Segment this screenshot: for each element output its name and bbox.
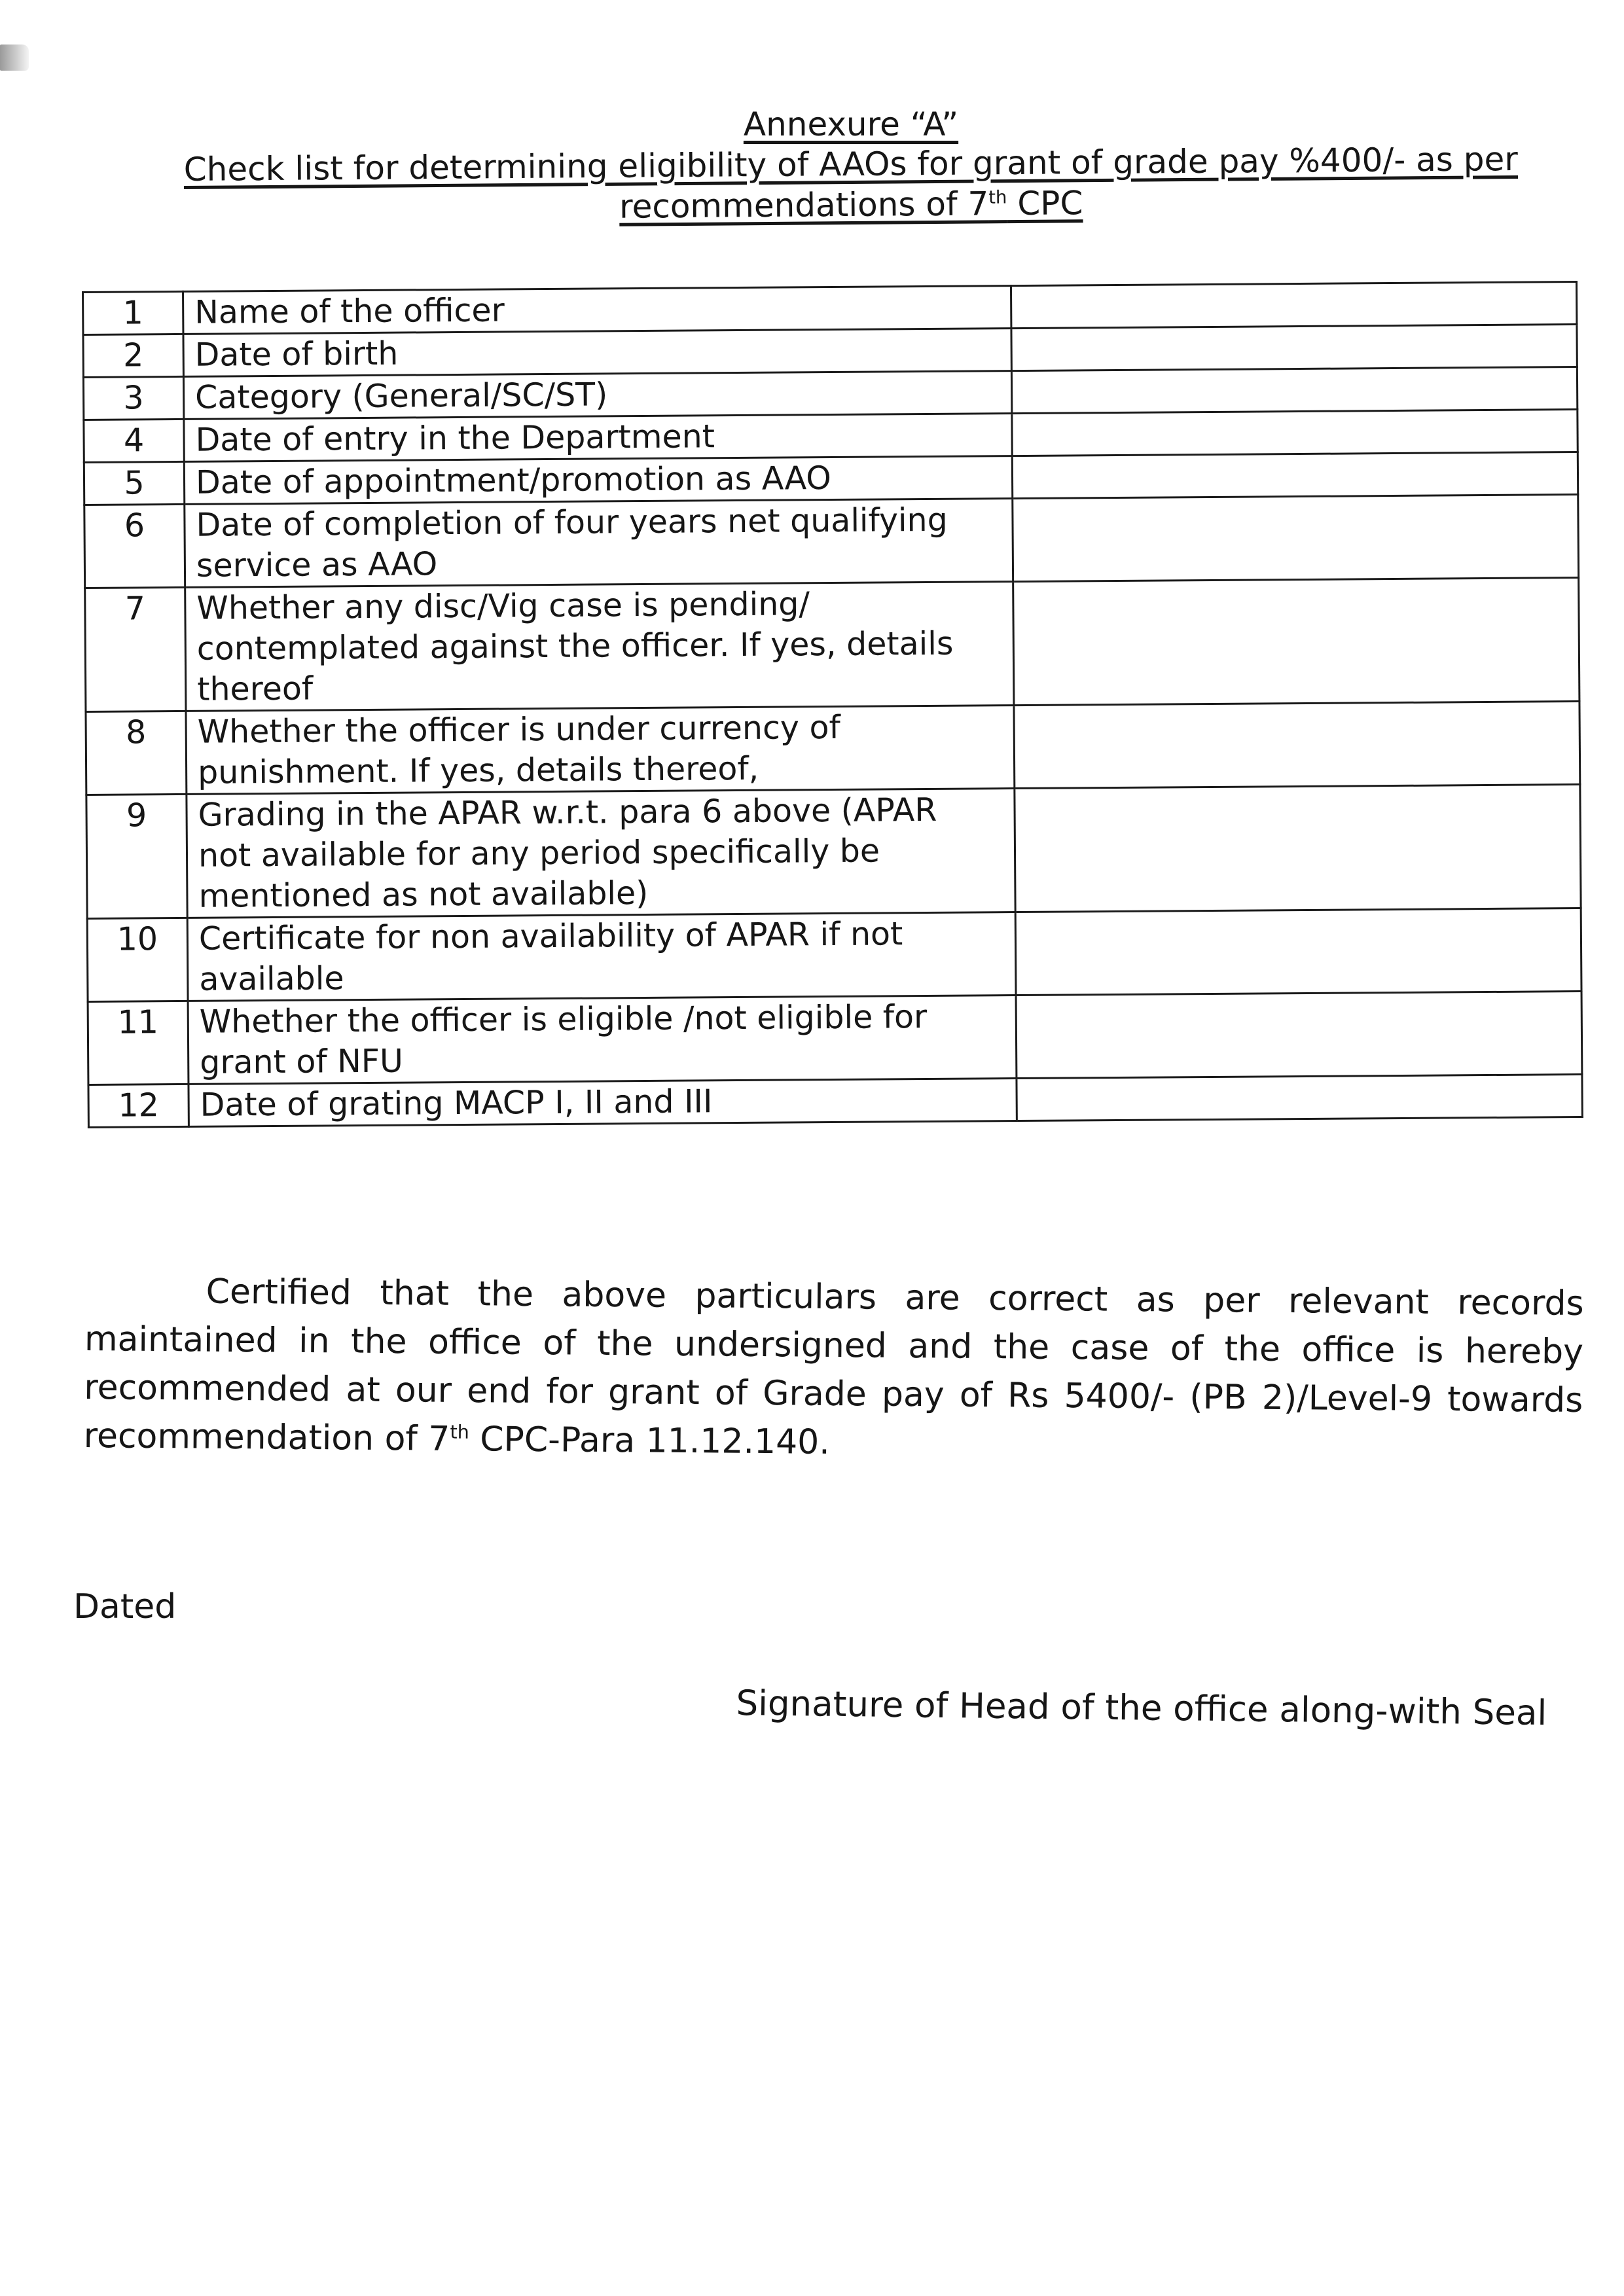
- particular-line: contemplated against the officer. If yes, details: [196, 624, 954, 668]
- title-line-1: Check list for determining eligibility of AAOs for grant of grade pay %400/- as per: [183, 139, 1519, 189]
- particular-line: Whether the officer is eligible /not eligible for: [199, 998, 928, 1041]
- certificate-paragraph: [83, 1266, 1583, 1473]
- particular-cell: [187, 789, 1015, 918]
- dated-label: Dated: [73, 1587, 177, 1626]
- serial-number: 4: [84, 419, 184, 462]
- particular-cell: [186, 706, 1015, 795]
- value-cell: [1014, 702, 1580, 789]
- serial-number: 11: [88, 1001, 189, 1085]
- particular-cell: [185, 582, 1014, 711]
- particular-line: Whether the officer is under currency of: [197, 708, 840, 751]
- particular-cell: [183, 371, 1011, 420]
- serial-number: 10: [87, 918, 188, 1001]
- value-cell: [1012, 452, 1578, 499]
- serial-number: 5: [84, 461, 184, 505]
- particular-line: Certificate for non availability of APAR if not: [198, 915, 903, 958]
- particular-line: Date of grating MACP I, II and III: [200, 1083, 713, 1124]
- serial-number: 6: [84, 504, 185, 588]
- particular-cell: [185, 499, 1013, 588]
- value-cell: [1016, 992, 1582, 1079]
- certificate-text: Certified that the above particulars are correct as per relevant records maintained in the office of the undersigned and the case of the office is hereby recommended at our end for grant of Grade pay of Rs 5400/- (PB 2)/Level-9 towards recommendation of 7: [83, 1272, 1584, 1459]
- particular-line: Date of completion of four years net qualifying: [196, 501, 948, 544]
- particular-line: Date of appointment/promotion as AAO: [195, 459, 832, 501]
- particular-cell: [187, 912, 1016, 1001]
- particular-cell: [183, 329, 1011, 377]
- title-line-2-tail: CPC: [1007, 184, 1083, 223]
- serial-number: 3: [83, 376, 183, 420]
- serial-number: 12: [88, 1084, 189, 1127]
- value-cell: [1011, 282, 1576, 329]
- particular-line: service as AAO: [196, 545, 438, 584]
- value-cell: [1013, 578, 1579, 706]
- value-cell: [1012, 410, 1578, 456]
- certificate-text-tail: CPC-Para 11.12.140.: [469, 1420, 831, 1462]
- checklist-row: [87, 908, 1581, 1002]
- checklist-row: [88, 992, 1582, 1085]
- value-cell: [1017, 1075, 1582, 1121]
- particular-cell: [188, 996, 1017, 1085]
- particular-line: thereof: [197, 670, 314, 708]
- checklist-row: [86, 702, 1580, 795]
- particular-line: mentioned as not available): [198, 874, 649, 915]
- serial-number: 8: [86, 711, 187, 795]
- title-superscript: th: [988, 187, 1007, 208]
- particular-line: grant of NFU: [200, 1042, 404, 1081]
- title-line-2-text: recommendations of 7: [619, 185, 989, 226]
- value-cell: [1015, 785, 1581, 912]
- particular-cell: [184, 456, 1012, 505]
- checklist-row: [86, 785, 1581, 919]
- value-cell: [1013, 495, 1579, 582]
- document-header: [164, 105, 1538, 225]
- particular-line: available: [199, 960, 344, 998]
- certificate-superscript: th: [450, 1420, 469, 1443]
- serial-number: 1: [83, 291, 183, 334]
- scan-artifact: [0, 45, 29, 71]
- serial-number: 7: [85, 587, 186, 711]
- checklist-table-wrapper: [82, 281, 1583, 1128]
- particular-cell: [189, 1079, 1017, 1127]
- particular-line: Grading in the APAR w.r.t. para 6 above (APAR: [198, 791, 937, 834]
- serial-number: 2: [83, 334, 183, 377]
- particular-line: Category (General/SC/ST): [194, 376, 608, 416]
- checklist-title: [164, 139, 1539, 230]
- particular-line: Date of entry in the Department: [195, 418, 715, 459]
- particular-line: not available for any period specifically be: [198, 832, 880, 874]
- particular-line: Name of the officer: [194, 291, 505, 331]
- serial-number: 9: [86, 794, 187, 918]
- value-cell: [1011, 367, 1577, 414]
- checklist-table: [82, 281, 1583, 1128]
- value-cell: [1011, 325, 1577, 371]
- particular-cell: [183, 286, 1011, 334]
- particular-line: punishment. If yes, details thereof,: [197, 749, 759, 791]
- particular-line: Date of birth: [194, 334, 399, 374]
- particular-cell: [184, 414, 1012, 462]
- signature-label: Signature of Head of the office along-with Seal: [736, 1683, 1547, 1734]
- checklist-row: [84, 495, 1579, 588]
- annexure-label: Annexure “A”: [743, 105, 959, 143]
- checklist-row: [85, 578, 1579, 712]
- value-cell: [1015, 908, 1581, 996]
- particular-line: Whether any disc/Vig case is pending/: [196, 585, 810, 627]
